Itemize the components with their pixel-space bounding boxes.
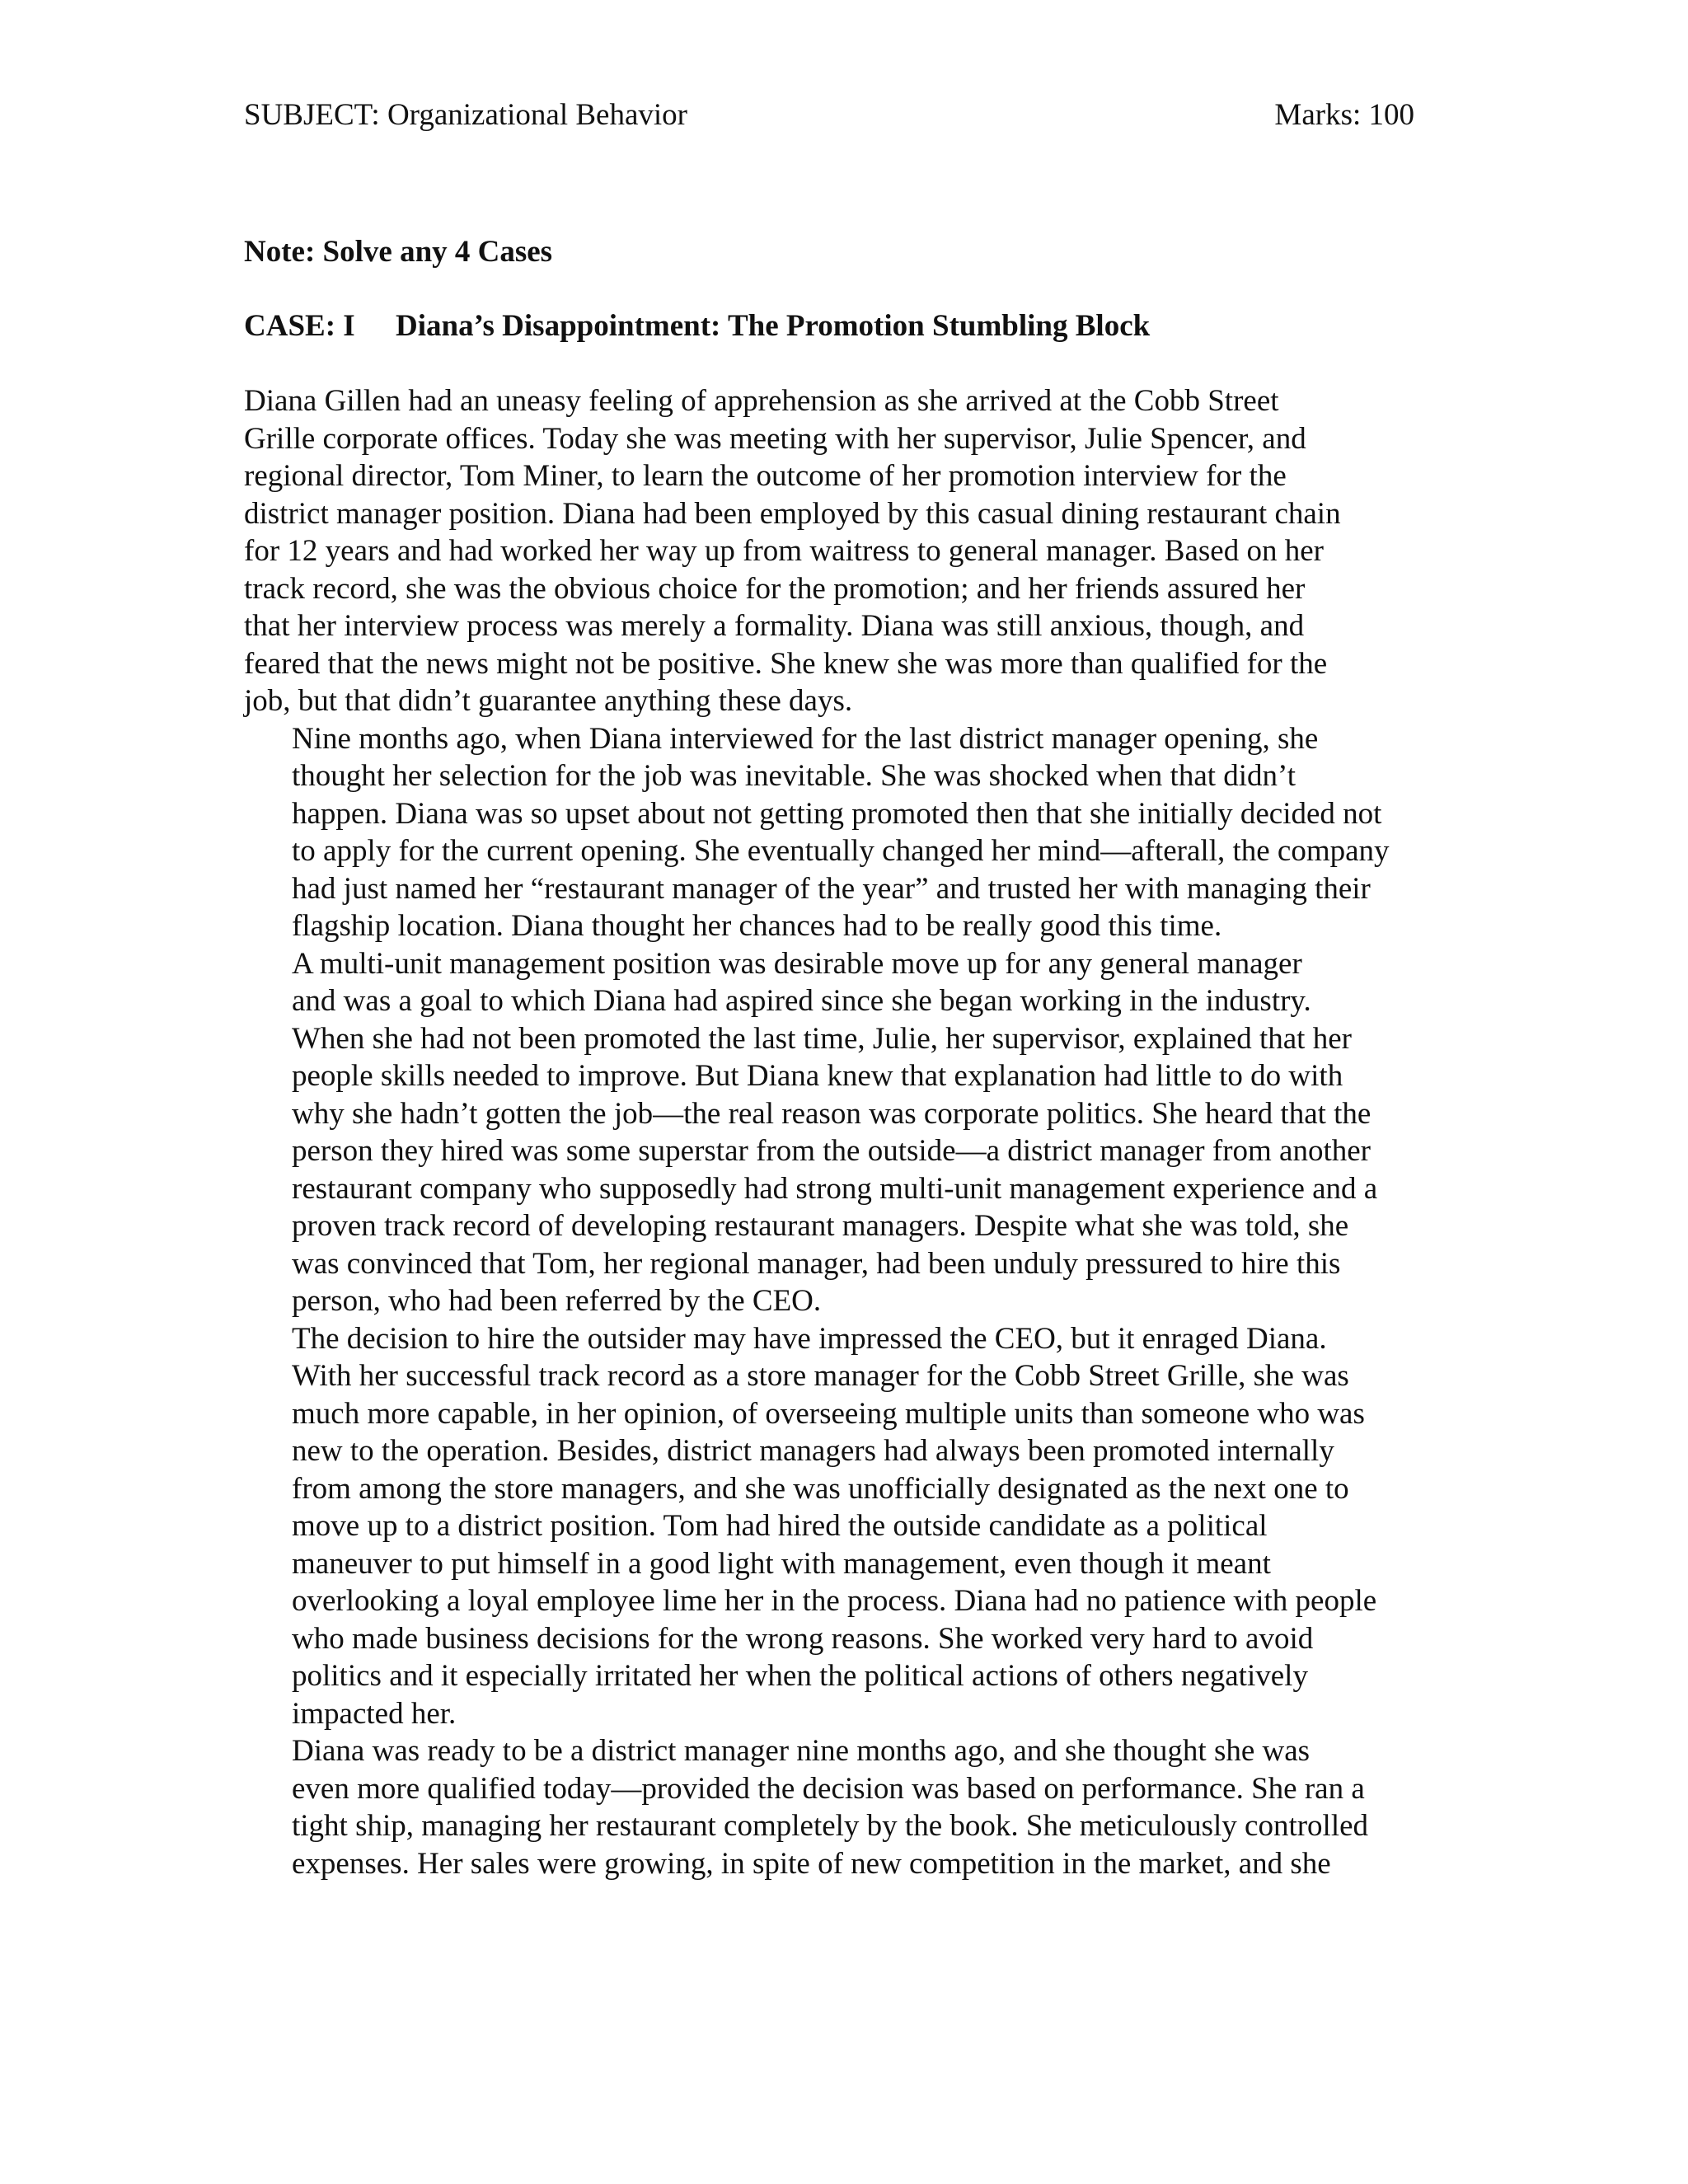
paragraph: [244, 1320, 1414, 1733]
text-line: had just named her “restaurant manager of the year” and trusted her with managing their: [292, 871, 1371, 906]
text-line: even more qualified today—provided the decision was based on performance. She ran a: [292, 1771, 1365, 1806]
paragraph: [244, 720, 1414, 945]
text-line: Diana Gillen had an uneasy feeling of apprehension as she arrived at the Cobb Street: [244, 384, 1279, 418]
text-line: to apply for the current opening. She eventually changed her mind—afterall, the company: [292, 834, 1390, 868]
text-line: Diana was ready to be a district manager nine months ago, and she thought she was: [292, 1734, 1311, 1768]
text-line: move up to a district position. Tom had hired the outside candidate as a political: [292, 1509, 1268, 1543]
text-line: expenses. Her sales were growing, in spite of new competition in the market, and she: [292, 1846, 1331, 1881]
text-line: thought her selection for the job was inevitable. She was shocked when that didn’t: [292, 759, 1296, 793]
text-line: feared that the news might not be positive. She knew she was more than qualified for the: [244, 646, 1328, 681]
case-number: CASE: I: [244, 309, 355, 343]
subject-label: SUBJECT: Organizational Behavior: [244, 98, 687, 132]
page-header: [244, 97, 1414, 134]
text-line: and was a goal to which Diana had aspired since she began working in the industry.: [292, 984, 1311, 1018]
text-line: person, who had been referred by the CEO.: [292, 1284, 822, 1318]
text-line: much more capable, in her opinion, of overseeing multiple units than someone who was: [292, 1396, 1365, 1431]
text-line: flagship location. Diana thought her chances had to be really good this time.: [292, 909, 1222, 943]
text-line: happen. Diana was so upset about not getting promoted then that she initially decided not: [292, 796, 1382, 831]
text-line: restaurant company who supposedly had strong multi-unit management experience and a: [292, 1171, 1378, 1206]
text-line: district manager position. Diana had been employed by this casual dining restaurant chain: [244, 496, 1341, 531]
case-title: Diana’s Disappointment: The Promotion Stumbling Block: [396, 309, 1151, 343]
text-line: regional director, Tom Miner, to learn the outcome of her promotion interview for the: [244, 459, 1287, 493]
text-line: A multi-unit management position was desirable move up for any general manager: [292, 946, 1302, 981]
text-line: Nine months ago, when Diana interviewed for the last district manager opening, she: [292, 721, 1319, 756]
document-page: [244, 97, 1414, 1882]
instruction-note: Note: Solve any 4 Cases: [244, 235, 553, 269]
paragraph: [244, 382, 1414, 720]
text-line: tight ship, managing her restaurant completely by the book. She meticulously controlled: [292, 1809, 1369, 1843]
text-line: for 12 years and had worked her way up from waitress to general manager. Based on her: [244, 534, 1324, 568]
paragraph: [244, 1732, 1414, 1882]
text-line: from among the store managers, and she was unofficially designated as the next one to: [292, 1471, 1349, 1506]
text-line: that her interview process was merely a formality. Diana was still anxious, though, and: [244, 609, 1305, 643]
paragraph: [244, 945, 1414, 1320]
text-line: Grille corporate offices. Today she was meeting with her supervisor, Julie Spencer, and: [244, 421, 1306, 456]
marks-label: Marks: 100: [1274, 98, 1414, 132]
case-body: [244, 382, 1414, 1882]
text-line: When she had not been promoted the last time, Julie, her supervisor, explained that her: [292, 1021, 1352, 1056]
case-heading: [244, 308, 1414, 344]
text-line: why she hadn’t gotten the job—the real reason was corporate politics. She heard that the: [292, 1096, 1372, 1131]
text-line: was convinced that Tom, her regional manager, had been unduly pressured to hire this: [292, 1246, 1341, 1281]
text-line: new to the operation. Besides, district managers had always been promoted internally: [292, 1434, 1334, 1468]
text-line: With her successful track record as a store manager for the Cobb Street Grille, she was: [292, 1359, 1349, 1393]
text-line: impacted her.: [292, 1696, 457, 1731]
text-line: overlooking a loyal employee lime her in the process. Diana had no patience with people: [292, 1584, 1377, 1618]
text-line: The decision to hire the outsider may have impressed the CEO, but it enraged Diana.: [292, 1321, 1327, 1356]
text-line: job, but that didn’t guarantee anything these days.: [244, 684, 853, 718]
text-line: proven track record of developing restaurant managers. Despite what she was told, she: [292, 1209, 1349, 1243]
text-line: politics and it especially irritated her when the political actions of others negatively: [292, 1659, 1308, 1693]
text-line: track record, she was the obvious choice for the promotion; and her friends assured her: [244, 571, 1306, 606]
text-line: who made business decisions for the wrong reasons. She worked very hard to avoid: [292, 1621, 1314, 1656]
text-line: person they hired was some superstar from the outside—a district manager from another: [292, 1134, 1372, 1168]
text-line: maneuver to put himself in a good light with management, even though it meant: [292, 1546, 1271, 1581]
text-line: people skills needed to improve. But Diana knew that explanation had little to do with: [292, 1059, 1343, 1093]
